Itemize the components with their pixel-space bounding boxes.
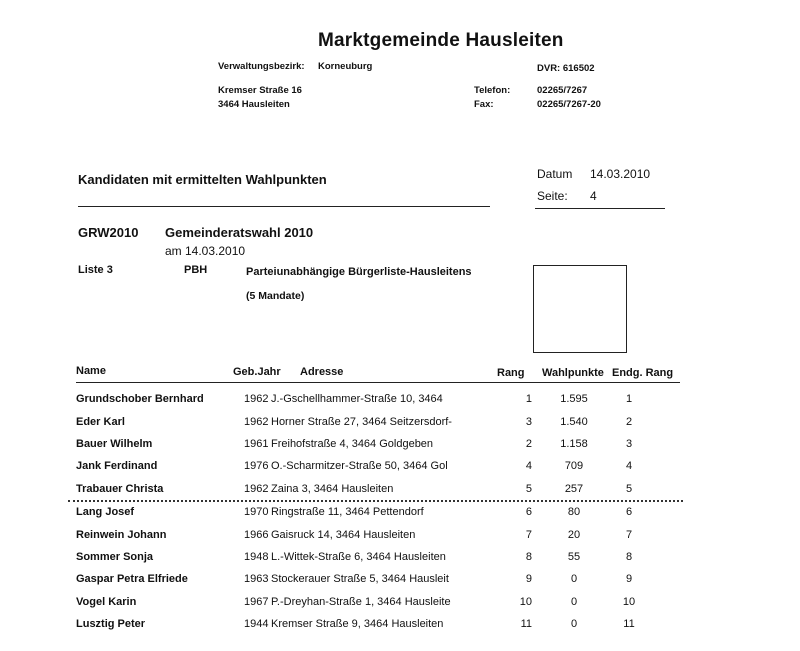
- col-rank: Rang: [497, 367, 525, 379]
- points: 55: [567, 551, 581, 563]
- report-heading: Kandidaten mit ermittelten Wahlpunkten: [78, 172, 327, 187]
- candidate-name: Jank Ferdinand: [76, 460, 158, 472]
- birth-year: 1944: [244, 618, 269, 630]
- points: 0: [570, 573, 578, 585]
- col-name: Name: [76, 365, 106, 377]
- stamp-box: [533, 265, 627, 353]
- date-value: 14.03.2010: [590, 167, 651, 181]
- address: L.-Wittek-Straße 6, 3464 Hausleiten: [271, 551, 446, 563]
- col-points: Wahlpunkte: [542, 367, 604, 379]
- birth-year: 1976: [244, 460, 269, 472]
- table-row: [0, 551, 800, 573]
- address: Gaisruck 14, 3464 Hausleiten: [271, 529, 416, 541]
- birth-year: 1967: [244, 596, 269, 608]
- birth-year: 1962: [244, 416, 269, 428]
- table-row: [0, 506, 800, 528]
- rank: 11: [520, 618, 532, 630]
- candidate-name: Reinwein Johann: [76, 529, 167, 541]
- table-row: [0, 393, 800, 415]
- final-rank: 7: [625, 529, 633, 541]
- points: 0: [570, 596, 578, 608]
- final-rank: 4: [625, 460, 633, 472]
- birth-year: 1966: [244, 529, 269, 541]
- points: 20: [567, 529, 581, 541]
- candidate-name: Vogel Karin: [76, 596, 137, 608]
- fax-label: Fax:: [474, 99, 494, 110]
- page-label: Seite:: [537, 189, 568, 203]
- street-address: Kremser Straße 16: [218, 85, 302, 96]
- address: O.-Scharmitzer-Straße 50, 3464 Gol: [271, 460, 448, 472]
- table-row: [0, 618, 800, 640]
- fax-number: 02265/7267-20: [537, 99, 601, 110]
- final-rank: 9: [625, 573, 633, 585]
- address: P.-Dreyhan-Straße 1, 3464 Hausleite: [271, 596, 451, 608]
- birth-year: 1962: [244, 393, 269, 405]
- district-value: Korneuburg: [318, 61, 373, 72]
- points: 1.540: [560, 416, 588, 428]
- dvr-number: DVR: 616502: [537, 63, 595, 74]
- rank: 5: [525, 483, 532, 495]
- points: 257: [564, 483, 584, 495]
- city-address: 3464 Hausleiten: [218, 99, 290, 110]
- document-title: Marktgemeinde Hausleiten: [318, 30, 564, 51]
- table-row: [0, 596, 800, 618]
- birth-year: 1963: [244, 573, 269, 585]
- address: Kremser Straße 9, 3464 Hausleiten: [271, 618, 444, 630]
- rank: 4: [525, 460, 532, 472]
- birth-year: 1948: [244, 551, 269, 563]
- final-rank: 2: [625, 416, 633, 428]
- election-name: Gemeinderatswahl 2010: [165, 225, 314, 240]
- page-number: 4: [590, 189, 597, 203]
- address: Ringstraße 11, 3464 Pettendorf: [271, 506, 424, 518]
- col-address: Adresse: [300, 366, 344, 378]
- rank: 9: [525, 573, 532, 585]
- candidate-name: Trabauer Christa: [76, 483, 164, 495]
- table-row: [0, 573, 800, 595]
- final-rank: 3: [625, 438, 633, 450]
- table-row: [0, 416, 800, 438]
- candidate-name: Grundschober Bernhard: [76, 393, 204, 405]
- final-rank: 6: [625, 506, 633, 518]
- candidate-name: Gaspar Petra Elfriede: [76, 573, 188, 585]
- address: Zaina 3, 3464 Hausleiten: [271, 483, 394, 495]
- heading-rule-right: [535, 208, 665, 209]
- table-row: [0, 460, 800, 482]
- list-label: Liste 3: [78, 264, 113, 276]
- district-label: Verwaltungsbezirk:: [218, 61, 305, 72]
- rank: 6: [525, 506, 532, 518]
- birth-year: 1962: [244, 483, 269, 495]
- points: 0: [570, 618, 578, 630]
- election-date: am 14.03.2010: [165, 244, 246, 258]
- col-year: Geb.Jahr: [233, 366, 281, 378]
- birth-year: 1970: [244, 506, 269, 518]
- final-rank: 5: [625, 483, 633, 495]
- table-header-rule: [76, 382, 680, 383]
- party-name: Parteiunabhängige Bürgerliste-Hausleitens: [246, 266, 472, 278]
- phone-label: Telefon:: [474, 85, 511, 96]
- points: 1.595: [560, 393, 588, 405]
- mandates-count: (5 Mandate): [246, 290, 305, 302]
- rank: 1: [525, 393, 532, 405]
- candidate-name: Eder Karl: [76, 416, 125, 428]
- address: Stockerauer Straße 5, 3464 Hausleit: [271, 573, 449, 585]
- points: 80: [567, 506, 581, 518]
- candidate-name: Lang Josef: [76, 506, 135, 518]
- address: J.-Gschellhammer-Straße 10, 3464: [271, 393, 443, 405]
- candidate-name: Bauer Wilhelm: [76, 438, 153, 450]
- address: Freihofstraße 4, 3464 Goldgeben: [271, 438, 434, 450]
- rank: 2: [525, 438, 532, 450]
- final-rank: 8: [625, 551, 633, 563]
- table-row: [0, 438, 800, 460]
- candidate-name: Sommer Sonja: [76, 551, 154, 563]
- col-final-rank: Endg. Rang: [612, 367, 674, 379]
- mandate-cutoff-line: [68, 500, 683, 502]
- points: 709: [564, 460, 584, 472]
- rank: 10: [519, 596, 532, 608]
- party-short: PBH: [184, 264, 208, 276]
- candidate-name: Lusztig Peter: [76, 618, 146, 630]
- address: Horner Straße 27, 3464 Seitzersdorf-: [271, 416, 452, 428]
- points: 1.158: [560, 438, 588, 450]
- heading-rule-left: [78, 206, 490, 207]
- final-rank: 11: [623, 618, 635, 630]
- rank: 7: [525, 529, 532, 541]
- date-label: Datum: [537, 167, 573, 181]
- election-code: GRW2010: [78, 225, 139, 240]
- rank: 3: [525, 416, 532, 428]
- final-rank: 1: [625, 393, 633, 405]
- final-rank: 10: [622, 596, 636, 608]
- birth-year: 1961: [244, 438, 269, 450]
- table-row: [0, 529, 800, 551]
- rank: 8: [525, 551, 532, 563]
- phone-number: 02265/7267: [537, 85, 588, 96]
